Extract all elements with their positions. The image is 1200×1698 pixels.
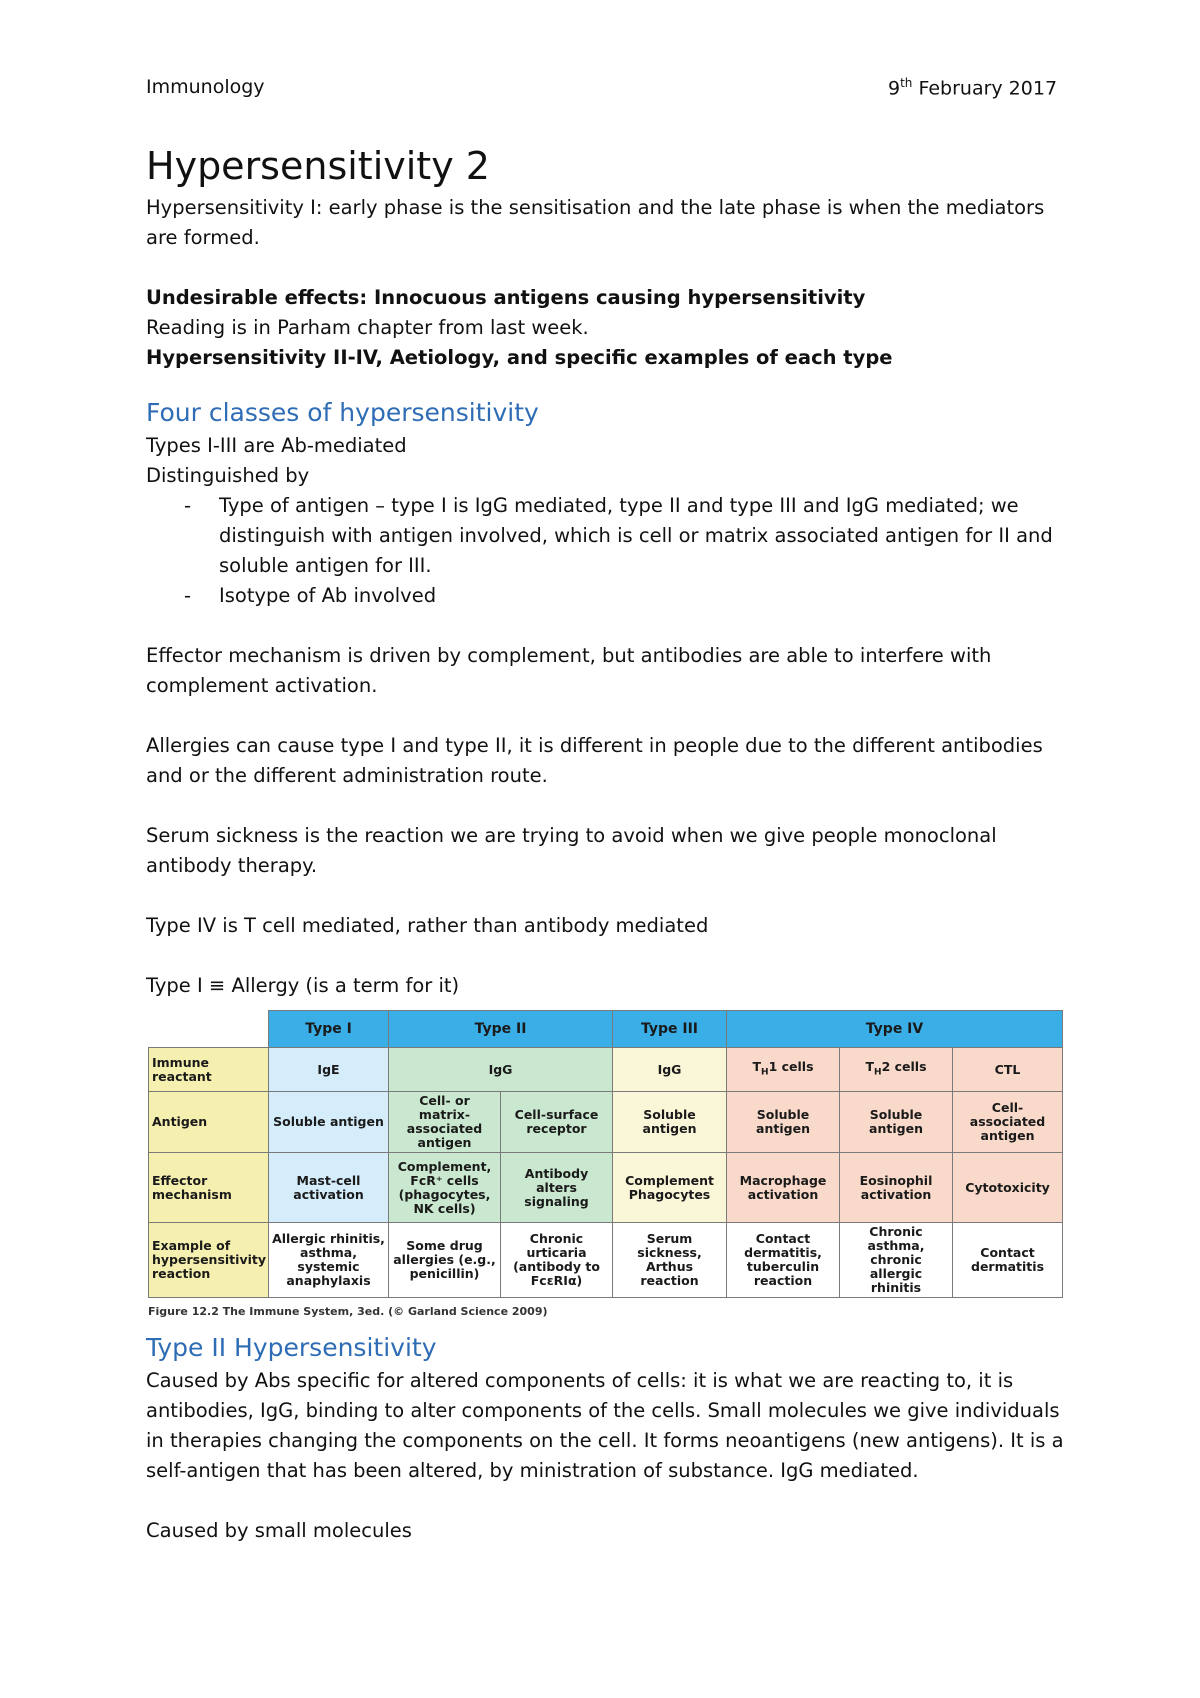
table-row (149, 1223, 1063, 1298)
document-body (146, 193, 1076, 1001)
table-cell: IgE (269, 1048, 389, 1092)
table-cell: Antibody alters signaling (501, 1153, 613, 1223)
type-header: Type II (389, 1011, 613, 1048)
list-item: - Isotype of Ab involved (146, 581, 1076, 611)
table-cell: CTL (953, 1048, 1063, 1092)
table-cell: Serum sickness, Arthus reaction (613, 1223, 727, 1298)
table-cell: Contact dermatitis (953, 1223, 1063, 1298)
table-cell: Soluble antigen (613, 1092, 727, 1153)
table-cell: IgG (613, 1048, 727, 1092)
topics-line: Hypersensitivity II-IV, Aetiology, and specific examples of each type (146, 346, 893, 369)
table-cell: Mast-cell activation (269, 1153, 389, 1223)
table-cell: Soluble antigen (840, 1092, 953, 1153)
small-molecules-line: Caused by small molecules (146, 1519, 412, 1542)
section-heading-four-classes: Four classes of hypersensitivity (146, 398, 539, 427)
table-cell: Contact dermatitis, tuberculin reaction (727, 1223, 840, 1298)
table-cell: Soluble antigen (269, 1092, 389, 1153)
row-header: Example of hypersensitivity reaction (149, 1223, 269, 1298)
header-subject: Immunology (146, 76, 265, 98)
effector-paragraph: Effector mechanism is driven by complement, but antibodies are able to interfere with complement activation. (146, 644, 992, 697)
table-row (149, 1011, 1063, 1048)
table-row (149, 1153, 1063, 1223)
type2-section (146, 1330, 1076, 1546)
reading-line: Reading is in Parham chapter from last week. (146, 316, 589, 339)
distinguished-list (146, 491, 1076, 611)
list-item: - Type of antigen – type I is IgG mediated, type II and type III and IgG mediated; we distinguish with antigen involved, which is cell or matrix associated antigen for II and soluble antigen for III. (146, 491, 1076, 581)
table-row (149, 1092, 1063, 1153)
serum-paragraph: Serum sickness is the reaction we are trying to avoid when we give people monoclonal antibody therapy. (146, 824, 997, 877)
type-header: Type III (613, 1011, 727, 1048)
type-header: Type IV (727, 1011, 1063, 1048)
type-header: Type I (269, 1011, 389, 1048)
page-title: Hypersensitivity 2 (146, 144, 490, 188)
table-cell: IgG (389, 1048, 613, 1092)
type4-paragraph: Type IV is T cell mediated, rather than antibody mediated (146, 914, 709, 937)
table-cell: Chronic urticaria (antibody to FcεRIα) (501, 1223, 613, 1298)
table-cell: Cell- or matrix-associated antigen (389, 1092, 501, 1153)
type1-paragraph: Type I ≡ Allergy (is a term for it) (146, 974, 460, 997)
table-cell: Macrophage activation (727, 1153, 840, 1223)
table-cell: Soluble antigen (727, 1092, 840, 1153)
section-heading-type2: Type II Hypersensitivity (146, 1333, 437, 1362)
table-cell: $T_H1$ cells (727, 1048, 840, 1092)
table-cell: Cell-surface receptor (501, 1092, 613, 1153)
table-cell: Allergic rhinitis, asthma, systemic anaphylaxis (269, 1223, 389, 1298)
types-line: Types I-III are Ab-mediated (146, 434, 407, 457)
table-cell: Chronic asthma, chronic allergic rhinitis (840, 1223, 953, 1298)
allergies-paragraph: Allergies can cause type I and type II, it is different in people due to the different antibodies and or the different administration route. (146, 734, 1043, 787)
row-header: Effector mechanism (149, 1153, 269, 1223)
table-cell: $T_H2$ cells (840, 1048, 953, 1092)
table-cell: Complement Phagocytes (613, 1153, 727, 1223)
row-header: Antigen (149, 1092, 269, 1153)
figure-caption: Figure 12.2 The Immune System, 3ed. (© Garland Science 2009) (148, 1305, 548, 1318)
distinguished-line: Distinguished by (146, 464, 310, 487)
row-header: Immune reactant (149, 1048, 269, 1092)
table-cell: Complement, FcR⁺ cells (phagocytes, NK cells) (389, 1153, 501, 1223)
table-cell: Cell-associated antigen (953, 1092, 1063, 1153)
table-cell: Eosinophil activation (840, 1153, 953, 1223)
hypersensitivity-table (148, 1010, 1063, 1298)
type2-paragraph: Caused by Abs specific for altered components of cells: it is what we are reacting to, it is antibodies, IgG, binding to alter components of the cells. Small molecules we give individuals in therapies changing the components on the cell. It forms neoantigens (new antigens). It is a self-antigen that has been altered, by ministration of substance. IgG mediated. (146, 1369, 1064, 1482)
intro-paragraph: Hypersensitivity I: early phase is the sensitisation and the late phase is when the mediators are formed. (146, 196, 1045, 249)
hypersensitivity-table-figure (148, 1010, 1062, 1318)
table-cell: Some drug allergies (e.g., penicillin) (389, 1223, 501, 1298)
table-row (149, 1048, 1063, 1092)
header-date: 9th February 2017 (888, 76, 1058, 100)
undesirable-effects-line: Undesirable effects: Innocuous antigens causing hypersensitivity (146, 286, 866, 309)
table-cell: Cytotoxicity (953, 1153, 1063, 1223)
